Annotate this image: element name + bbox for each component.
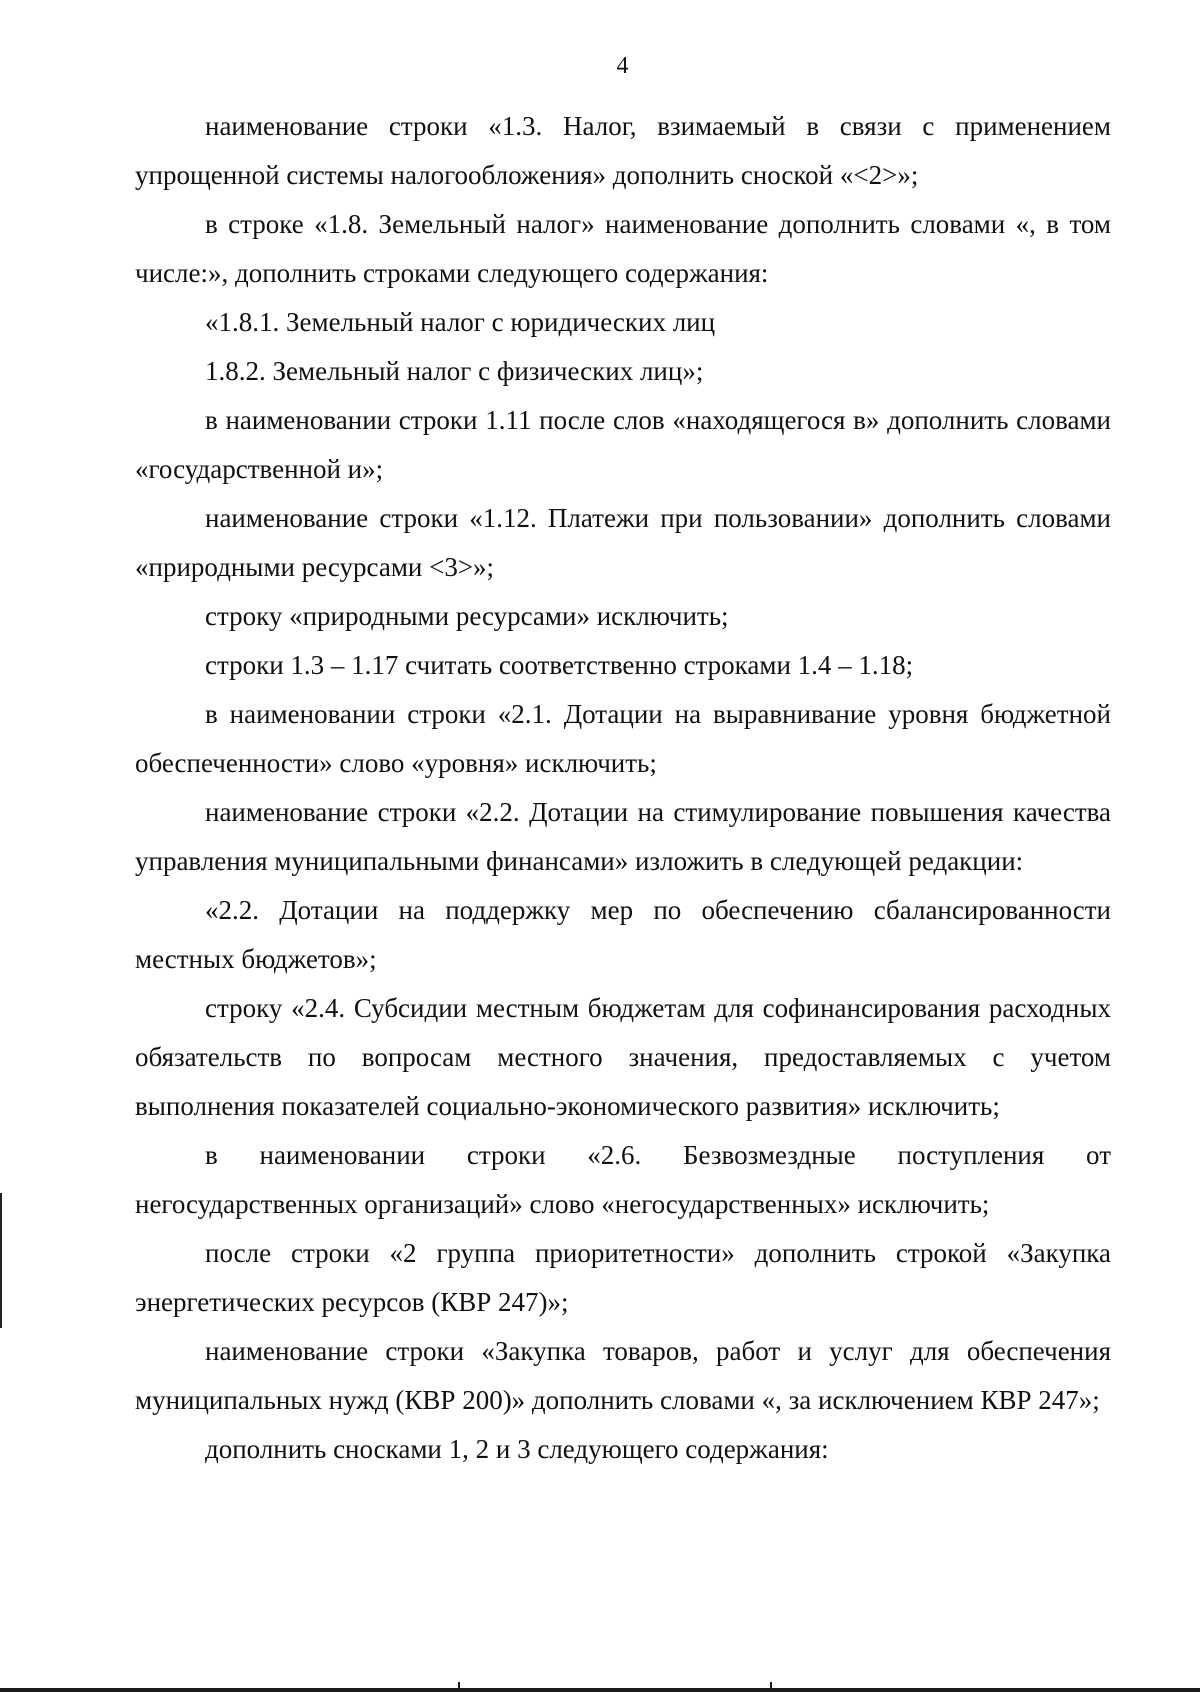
paragraph: строку «природными ресурсами» исключить; [205,601,729,631]
paragraph: «2.2. Дотации на поддержку мер по обеспечению сбалансированности местных бюджетов»; [135,895,1111,974]
paragraph: наименование строки «2.2. Дотации на стимулирование повышения качества управления муниципальными финансами» изложить в следующей редакции: [135,797,1111,876]
scan-bottom-tick [458,1682,460,1690]
paragraph: наименование строки «Закупка товаров, работ и услуг для обеспечения муниципальных нужд (КВР 200)» дополнить словами «, за исключением КВР 247»; [135,1336,1111,1415]
scan-bottom-edge [0,1688,1200,1692]
paragraph: наименование строки «1.12. Платежи при пользовании» дополнить словами «природными ресурсами <3>»; [135,503,1111,582]
scan-margin-mark [0,1193,2,1328]
paragraph: строку «2.4. Субсидии местным бюджетам для софинансирования расходных обязательств по вопросам местного значения, предоставляемых с учетом выполнения показателей социально-экономического развития» исключить; [135,993,1111,1121]
paragraph: 1.8.2. Земельный налог с физических лиц»; [205,356,704,386]
paragraph: «1.8.1. Земельный налог с юридических лиц [205,307,716,337]
paragraph: в наименовании строки 1.11 после слов «находящегося в» дополнить словами «государственной и»; [135,405,1111,484]
page-number: 4 [616,53,629,79]
paragraph: наименование строки «1.3. Налог, взимаемый в связи с применением упрощенной системы налогообложения» дополнить сноской «<2>»; [135,111,1111,190]
paragraph: в строке «1.8. Земельный налог» наименование дополнить словами «, в том числе:», дополнить строками следующего содержания: [135,209,1111,288]
paragraph: после строки «2 группа приоритетности» дополнить строкой «Закупка энергетических ресурсов (КВР 247)»; [135,1238,1111,1317]
paragraph: строки 1.3 – 1.17 считать соответственно строками 1.4 – 1.18; [205,650,914,680]
scan-bottom-tick [770,1682,772,1690]
paragraph: в наименовании строки «2.1. Дотации на выравнивание уровня бюджетной обеспеченности» слово «уровня» исключить; [135,699,1111,778]
paragraph: дополнить сносками 1, 2 и 3 следующего содержания: [205,1434,829,1464]
paragraph: в наименовании строки «2.6. Безвозмездные поступления от негосударственных организаций» слово «негосударственных» исключить; [135,1140,1111,1219]
document-body [135,102,1111,1474]
